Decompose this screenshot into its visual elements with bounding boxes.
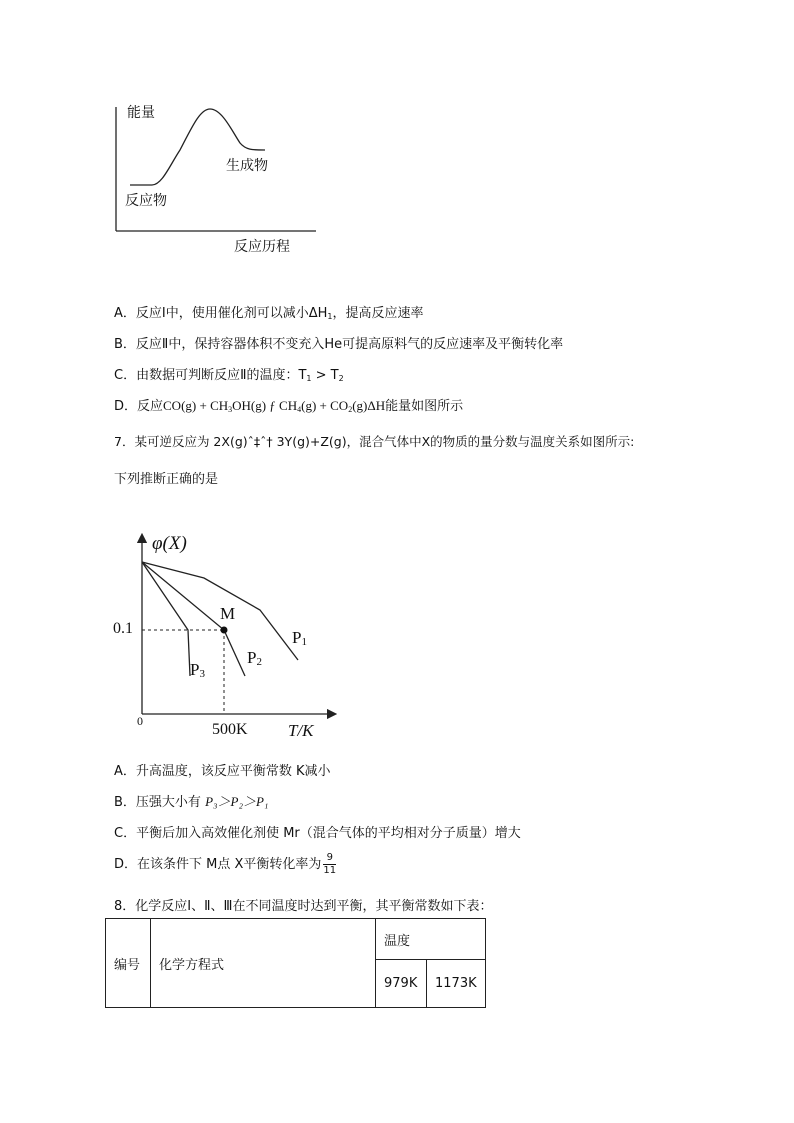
reaction-path-label: 反应历程: [234, 239, 290, 255]
product-label: 生成物: [226, 158, 268, 174]
energy-axis-label: 能量: [127, 105, 155, 121]
reaction-equation: $CO(g) + CH_3OH(g)$ ƒ $CH_4(g) + CO_2(g)\Delta H$: [163, 398, 386, 414]
q7-option-a: A．升高温度，该反应平衡常数 K减小: [114, 764, 331, 779]
q7-stem-line2: 下列推断正确的是: [114, 472, 219, 487]
series-label-p2: $P_2$: [247, 648, 262, 668]
q6-option-b: B．反应Ⅱ中，保持容器体积不变充入He可提高原料气的反应速率及平衡转化率: [114, 337, 564, 352]
y-tick-label: 0.1: [113, 620, 133, 637]
q6-option-d: D．反应$CO(g) + CH_3OH(g)$ ƒ $CH_4(g) + CO_2(g)\Delta H$能量如图所示: [114, 398, 464, 414]
q6-option-a: A．反应Ⅰ中，使用催化剂可以减小$\Delta H_1$，提高反应速率: [114, 306, 424, 321]
q6-option-c: C．由数据可判断反应Ⅱ的温度：$T_1 > T_2$: [114, 368, 344, 383]
series-label-p3: $P_3$: [190, 660, 205, 680]
reactant-label: 反应物: [125, 193, 167, 209]
q7-option-c: C．平衡后加入高效催化剂使 Mr（混合气体的平均相对分子质量）增大: [114, 826, 521, 841]
chart-x-label: T/K: [288, 721, 314, 740]
fraction-9-11: $\frac{9}{11}$: [323, 852, 337, 876]
q8-stem: 8．化学反应Ⅰ、Ⅱ、Ⅲ在不同温度时达到平衡，其平衡常数如下表：: [114, 899, 493, 914]
header-id: 编号: [106, 919, 151, 1008]
equilibrium-table: [105, 918, 486, 1008]
origin-label: 0: [137, 714, 143, 728]
point-m: [221, 627, 228, 634]
q7-option-b: B．压强大小有 P₃＞P₂＞P₁: [114, 794, 269, 810]
series-label-p1: $P_1$: [292, 628, 307, 648]
point-m-label: M: [220, 604, 236, 623]
curve-p3: [142, 562, 190, 676]
q7-option-d: D．在该条件下 M点 X平衡转化率为 $\frac{9}{11}$: [114, 852, 337, 876]
x-tick-label: 500K: [212, 721, 248, 738]
header-temperature: 温度: [376, 919, 486, 960]
chart-y-label: φ(X): [152, 533, 187, 554]
header-equation: 化学方程式: [151, 919, 376, 1008]
header-979k: 979K: [376, 960, 427, 1008]
q7-stem-line1: 7．某可逆反应为 2X(g)ˆ‡ˆ† 3Y(g)+Z(g)，混合气体中X的物质的量分数与温度关系如图所示:: [114, 434, 635, 449]
header-1173k: 1173K: [427, 960, 486, 1008]
